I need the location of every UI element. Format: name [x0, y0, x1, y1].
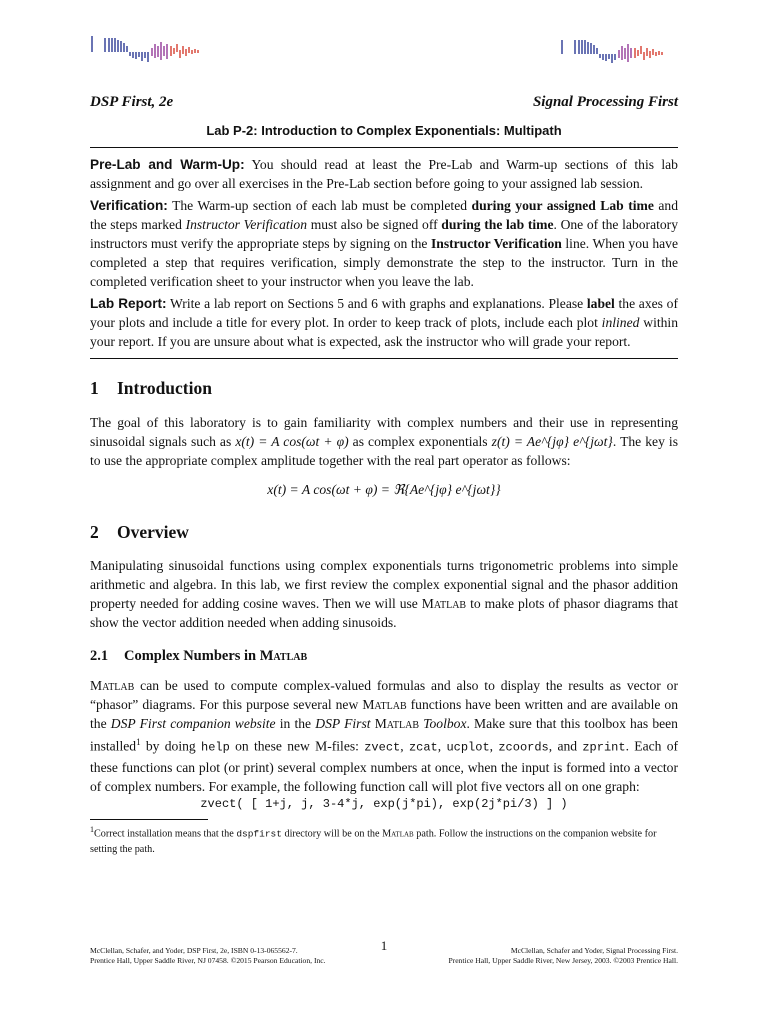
code-help: help	[201, 740, 230, 755]
verification-text: must also be signed off	[310, 217, 438, 232]
lab-report-text: the axes of your plots and include a title for every plot. In order to keep track of plots, include each plot	[90, 296, 678, 330]
matlab-name: Matlab	[382, 828, 414, 840]
companion-website-ref: DSP First companion website	[110, 716, 276, 731]
header-left: DSP First, 2e	[90, 94, 174, 110]
intro-text: as complex exponentials	[352, 434, 488, 449]
footer-right	[448, 946, 678, 966]
code-zcoords: zcoords	[498, 740, 549, 755]
matlab-name: Matlab	[374, 716, 420, 731]
matlab-name: Matlab	[362, 697, 407, 712]
section-2-1-text: can be used to compute complex-valued formulas and also to display the results as vector or “phasor” diagrams. For this purpose several new	[90, 678, 678, 712]
overview-text: to make plots of phasor diagrams that show the vector addition needed when adding sinusoids.	[90, 596, 678, 630]
bottom-rule	[90, 358, 678, 359]
inline-equation-x: x(t) = A cos(ωt + φ)	[235, 434, 349, 449]
prelab-heading: Pre-Lab and Warm-Up:	[90, 157, 245, 172]
verification-emphasis: during your assigned Lab time	[471, 198, 654, 213]
verification-italic: Instructor Verification	[185, 217, 308, 232]
section-1-number: 1	[90, 378, 99, 398]
footer-left-line2: Prentice Hall, Upper Saddle River, NJ 07458. ©2015 Pearson Education, Inc.	[90, 956, 326, 965]
complex-numbers-paragraph: Matlab can be used to compute complex-valued formulas and also to display the results as vector or “phasor” diagrams. For this purpose several new Matlab functions have been written and are available on the DSP First companion website in the DSP First Matlab Toolbox. Make sure that this toolbox has been installed$^1$ by doing help on these new M-files: zvect, zcat, ucplot, zcoords, and zprint. Each of these functions can plot (or print) several complex numbers at once, when the input is formed into a vector of complex numbers. For example, the following function call will plot five vectors all on one graph:	[90, 678, 679, 794]
section-2-1-heading	[90, 648, 307, 665]
footnote-mark: 1	[90, 825, 94, 834]
footer-right-line1: McClellan, Schafer and Yoder, Signal Processing First.	[510, 946, 678, 955]
code-zvect: zvect	[364, 740, 401, 755]
intro-text: . The key is to use the appropriate complex amplitude together with the real part operator as follows:	[90, 434, 678, 468]
section-2-1-text: . Make sure that this toolbox has been installed	[90, 716, 678, 754]
section-1-heading	[90, 378, 212, 399]
footer-right-line2: Prentice Hall, Upper Saddle River, New Jersey, 2003. ©2003 Prentice Hall.	[448, 956, 678, 965]
verification-paragraph	[90, 196, 678, 291]
inline-equation-z: z(t) = Ae^{jφ} e^{jωt}	[491, 434, 613, 449]
matlab-name: Matlab	[421, 596, 467, 611]
verification-text: line. When you have completed a step that requires verification, simply demonstrate the step to the instructor. Turn in the completed verification sheet to your instructor when you leave the lab.	[90, 236, 679, 289]
section-2-1-text: in the	[279, 716, 312, 731]
footer-left-line1: McClellan, Schafer, and Yoder, DSP First, 2e, ISBN 0-13-065562-7.	[90, 946, 298, 955]
footnote-text: directory will be on the	[284, 828, 380, 840]
section-2-title: Overview	[117, 522, 189, 542]
code-zcat: zcat	[408, 740, 438, 755]
section-1-title: Introduction	[117, 378, 212, 398]
lab-report-text: within your report. If you are unsure about what is expected, ask the instructor who will grade your report.	[90, 315, 678, 349]
lab-title: Lab P-2: Introduction to Complex Exponentials: Multipath	[206, 123, 562, 138]
verification-text: . One of the laboratory instructors must verify the appropriate steps by signing on the	[90, 217, 678, 251]
signal-logo-left-icon	[90, 32, 220, 68]
page-number: 1	[380, 938, 388, 953]
lab-report-italic: inlined	[601, 315, 640, 330]
code-zprint: zprint	[582, 740, 626, 755]
toolbox-ref: Toolbox	[423, 716, 467, 731]
intro-paragraph	[90, 413, 678, 470]
code-example: zvect( [ 1+j, j, 3-4*j, exp(j*pi), exp(2j*pi/3) ] )	[200, 797, 568, 811]
section-2-1-text: functions have been written and are available on the	[90, 697, 678, 731]
display-equation: x(t) = A cos(ωt + φ) = ℜ{Ae^{jφ} e^{jωt}}	[267, 482, 501, 497]
verification-emphasis: during the lab time	[441, 217, 554, 232]
code-dspfirst: dspfirst	[236, 828, 282, 840]
section-2-1-text: . Each of these functions can plot (or print) several complex numbers at once, when the input is formed into a vector of complex numbers. For example, the following function call will plot five vectors all on one graph:	[90, 738, 679, 794]
section-2-1-title: Complex Numbers in	[124, 648, 257, 664]
footnote-marker: 1	[136, 737, 141, 747]
lab-report-text: Write a lab report on Sections 5 and 6 with graphs and explanations. Please	[170, 296, 584, 311]
lab-report-heading: Lab Report:	[90, 296, 167, 311]
verification-heading: Verification:	[90, 198, 168, 213]
matlab-name: Matlab	[90, 678, 135, 693]
footnote	[90, 822, 678, 858]
footnote-text: path. Follow the instructions on the companion website for setting the path.	[90, 828, 657, 856]
header-right: Signal Processing First	[532, 94, 678, 110]
section-2-heading	[90, 522, 189, 543]
lab-report-paragraph	[90, 294, 678, 351]
running-header	[90, 94, 678, 111]
top-rule	[90, 147, 678, 148]
lab-report-emphasis: label	[586, 296, 615, 311]
section-2-number: 2	[90, 522, 99, 542]
prelab-text: You should read at least the Pre-Lab and Warm-up sections of this lab assignment and go over all exercises in the Pre-Lab section before going to your assigned lab session.	[90, 157, 678, 191]
signal-logo-right-icon	[560, 32, 690, 68]
matlab-name: Matlab	[259, 648, 308, 664]
footnote-text: Correct installation means that the	[94, 828, 234, 840]
prelab-paragraph	[90, 155, 678, 193]
section-2-1-text: by doing	[145, 738, 196, 754]
overview-paragraph	[90, 556, 678, 632]
intro-text: The goal of this laboratory is to gain familiarity with complex numbers and their use in representing sinusoidal signals such as	[90, 415, 678, 449]
verification-text: The Warm-up section of each lab must be completed	[172, 198, 468, 213]
code-ucplot: ucplot	[446, 740, 490, 755]
verification-emphasis: Instructor Verification	[430, 236, 562, 251]
section-2-1-number: 2.1	[90, 648, 109, 664]
book-title: DSP First	[315, 716, 371, 731]
section-2-1-text: on these new M-files:	[235, 738, 359, 754]
verification-text: and the steps marked	[90, 198, 678, 232]
footnote-rule	[90, 819, 208, 820]
overview-text: Manipulating sinusoidal functions using complex exponentials turns trigonometric problems into simple arithmetic and algebra. In this lab, we first review the complex exponential signal and the phasor addition property needed for adding cosine waves. Then we will use	[90, 558, 678, 611]
